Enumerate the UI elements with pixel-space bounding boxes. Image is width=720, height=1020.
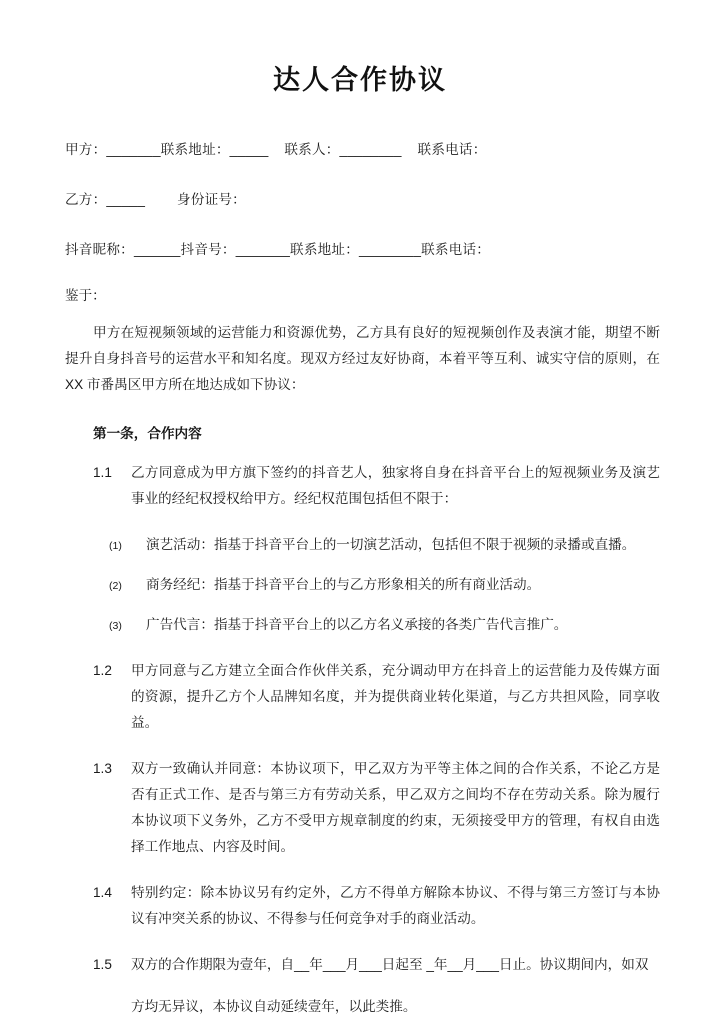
sub-item-text: 商务经纪：指基于抖音平台上的与乙方形象相关的所有商业活动。 bbox=[146, 577, 541, 593]
sub-item-text: 广告代言：指基于抖音平台上的以乙方名义承接的各类广告代言推广。 bbox=[146, 617, 568, 633]
clause-number: 1.4 bbox=[93, 885, 112, 901]
whereas-label: 鉴于： bbox=[65, 288, 106, 304]
party-field-line-douyin: 抖音昵称：______抖音号：_______联系地址：________联系电话： bbox=[65, 242, 491, 258]
clause-text: 乙方同意成为甲方旗下签约的抖音艺人，独家将自身在抖音平台上的短视频业务及演艺事业的经纪权授权给甲方。经纪权范围包括但不限于： bbox=[131, 465, 660, 507]
clause-text: 甲方同意与乙方建立全面合作伙伴关系，充分调动甲方在抖音上的运营能力及传媒方面的资源，提升乙方个人品牌知名度，并为提供商业转化渠道，与乙方共担风险，同享收益。 bbox=[131, 663, 660, 731]
clause-1-3 bbox=[65, 756, 660, 860]
clause-text: 双方的合作期限为壹年，自__年___月___日起至 _年__月___日止。协议期间内，如双 bbox=[131, 957, 649, 973]
sub-item-marker: (3) bbox=[109, 620, 122, 633]
clause-1-5 bbox=[65, 952, 660, 978]
clause-1-5-continuation: 方均无异议，本协议自动延续壹年，以此类推。 bbox=[131, 999, 417, 1015]
clause-number: 1.3 bbox=[93, 761, 112, 777]
sub-item-3 bbox=[65, 612, 660, 638]
clause-number: 1.2 bbox=[93, 663, 112, 679]
document-body bbox=[0, 96, 720, 1020]
sub-item-marker: (2) bbox=[109, 580, 122, 593]
party-field-line-jiafang: 甲方：_______联系地址：_____ 联系人：________ 联系电话： bbox=[65, 142, 487, 158]
clause-number: 1.5 bbox=[93, 957, 112, 973]
article-one-heading: 第一条，合作内容 bbox=[93, 426, 202, 442]
sub-item-1 bbox=[65, 532, 660, 558]
clause-1-4 bbox=[65, 880, 660, 932]
clause-text: 双方一致确认并同意：本协议项下，甲乙双方为平等主体之间的合作关系，不论乙方是否有正式工作、是否与第三方有劳动关系，甲乙双方之间均不存在劳动关系。除为履行本协议项下义务外，乙方不受甲方规章制度的约束，无须接受甲方的管理，有权自由选择工作地点、内容及时间。 bbox=[131, 761, 660, 855]
sub-item-text: 演艺活动：指基于抖音平台上的一切演艺活动，包括但不限于视频的录播或直播。 bbox=[146, 537, 636, 553]
sub-item-2 bbox=[65, 572, 660, 598]
whereas-paragraph: 甲方在短视频领域的运营能力和资源优势，乙方具有良好的短视频创作及表演才能，期望不断提升自身抖音号的运营水平和知名度。现双方经过友好协商，本着平等互利、诚实守信的原则，在 XX 市番禺区甲方所在地达成如下协议： bbox=[65, 325, 660, 393]
sub-item-marker: (1) bbox=[109, 540, 122, 553]
party-field-line-yifang: 乙方：_____ 身份证号： bbox=[65, 192, 246, 208]
clause-number: 1.1 bbox=[93, 465, 112, 481]
clause-1-2 bbox=[65, 658, 660, 736]
clause-1-1 bbox=[65, 460, 660, 512]
clause-text: 特别约定：除本协议另有约定外，乙方不得单方解除本协议、不得与第三方签订与本协议有冲突关系的协议、不得参与任何竞争对手的商业活动。 bbox=[131, 885, 660, 927]
page-title: 达人合作协议 bbox=[273, 65, 447, 95]
